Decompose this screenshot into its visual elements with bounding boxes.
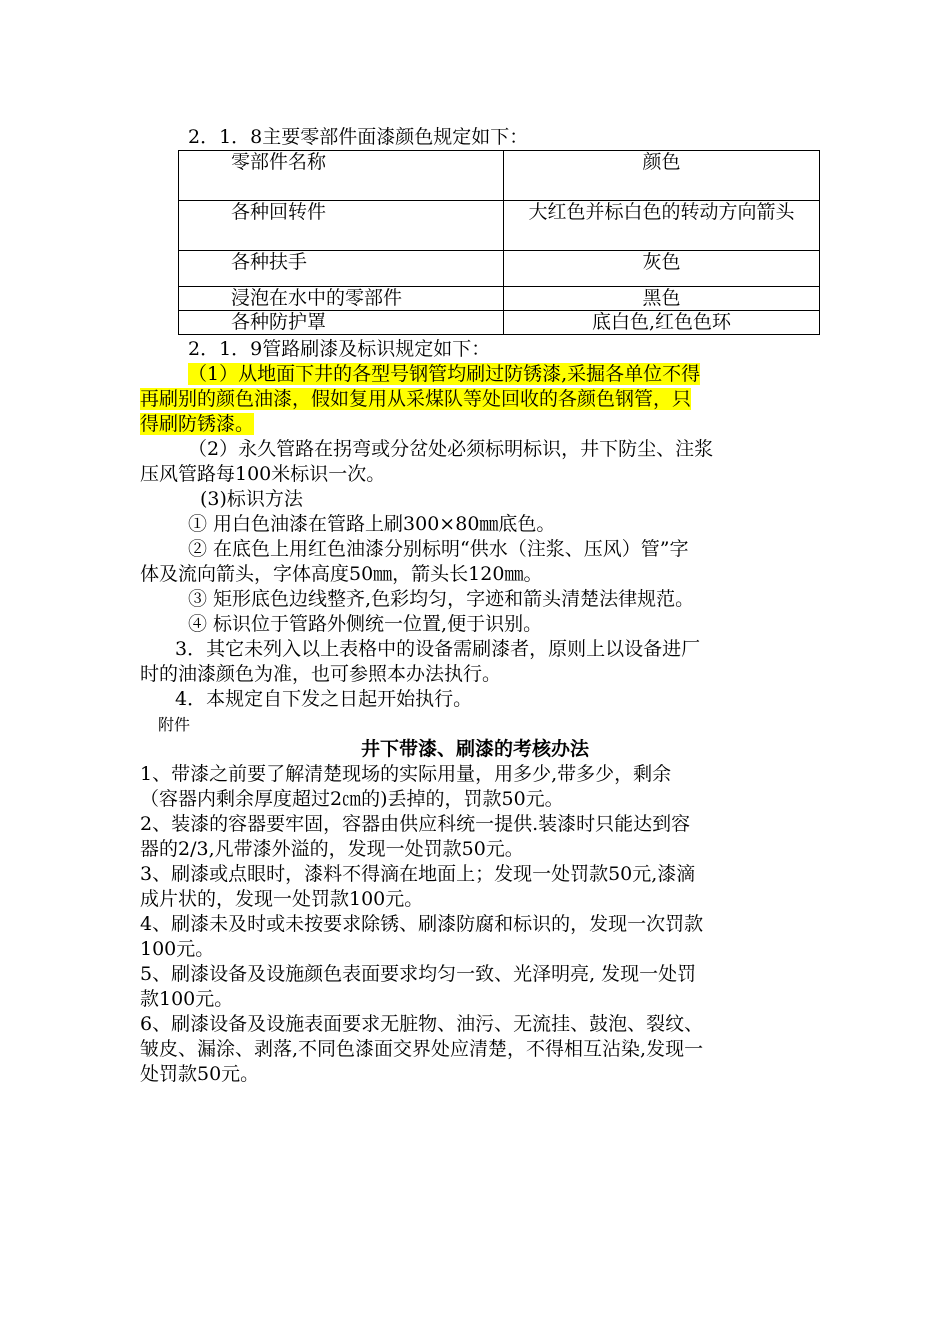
table-row [179,251,820,287]
table-header-color: 颜色 [504,151,820,201]
rule-line: 2、装漆的容器要牢固，容器由供应科统一提供.装漆时只能达到容 [140,813,691,835]
table-row [179,287,820,311]
rule-line: 3、刷漆或点眼时，漆料不得滴在地面上；发现一处罚款50元,漆滴 [140,863,696,885]
method-item: ③ 矩形底色边线整齐,色彩均匀，字迹和箭头清楚法律规范。 [188,588,695,610]
highlighted-line: （1）从地面下井的各型号钢管均刷过防锈漆,采掘各单位不得 [188,363,701,385]
method-item: ① 用白色油漆在管路上刷300×80㎜底色。 [188,513,556,535]
table-cell-part: 各种回转件 [179,201,504,251]
clause-3-line: 3．其它未列入以上表格中的设备需刷漆者，原则上以设备进厂 [175,638,701,660]
section-2-1-8-heading: 2．1．8主要零部件面漆颜色规定如下： [188,126,529,148]
attachment-label: 附件 [158,715,191,734]
rule-line: 成片状的，发现一处罚款100元。 [140,888,424,910]
paragraph-line: 压风管路每100米标识一次。 [140,463,386,485]
table-cell-color: 灰色 [504,251,820,287]
method-item: 体及流向箭头，字体高度50㎜，箭头长120㎜。 [140,563,543,585]
rule-line: （容器内剩余厚度超过2㎝的)丢掉的，罚款50元。 [140,788,564,810]
method-item: ② 在底色上用红色油漆分别标明“供水（注浆、压风）管”字 [188,538,689,560]
section-2-1-9-heading: 2．1．9管路刷漆及标识规定如下： [188,338,491,360]
table-cell-color: 底白色,红色色环 [504,311,820,335]
method-item: ④ 标识位于管路外侧统一位置,便于识别。 [188,613,543,635]
rule-line: 6、刷漆设备及设施表面要求无脏物、油污、无流挂、鼓泡、裂纹、 [140,1013,704,1035]
table-cell-color: 黑色 [504,287,820,311]
rule-line: 款100元。 [140,988,234,1010]
rule-line: 器的2/3,凡带漆外溢的，发现一处罚款50元。 [140,838,524,860]
highlighted-line: 得刷防锈漆。 [140,413,255,435]
table-row [179,311,820,335]
table-header-part-name: 零部件名称 [179,151,504,201]
paragraph-line: （2）永久管路在拐弯或分岔处必须标明标识，井下防尘、注浆 [188,438,714,460]
table-row [179,201,820,251]
clause-4: 4．本规定自下发之日起开始执行。 [175,688,473,710]
rule-line: 100元。 [140,938,215,960]
rule-line: 1、带漆之前要了解清楚现场的实际用量，用多少,带多少，剩余 [140,763,672,785]
attachment-title: 井下带漆、刷漆的考核办法 [360,738,589,760]
marking-method-heading: (3)标识方法 [200,488,303,510]
table-cell-part: 各种防护罩 [179,311,504,335]
rule-line: 5、刷漆设备及设施颜色表面要求均匀一致、光泽明亮, 发现一处罚 [140,963,697,985]
rule-line: 皱皮、漏涂、剥落,不同色漆面交界处应清楚，不得相互沾染,发现一 [140,1038,704,1060]
table-header-row [179,151,820,201]
table-cell-part: 浸泡在水中的零部件 [179,287,504,311]
part-color-table [178,150,820,335]
rule-line: 4、刷漆未及时或未按要求除锈、刷漆防腐和标识的，发现一次罚款 [140,913,704,935]
rule-line: 处罚款50元。 [140,1063,260,1085]
clause-3-line: 时的油漆颜色为准，也可参照本办法执行。 [140,663,502,685]
table-cell-color: 大红色并标白色的转动方向箭头 [504,201,820,251]
highlighted-line: 再刷别的颜色油漆，假如复用从采煤队等处回收的各颜色钢管，只 [140,388,692,410]
table-cell-part: 各种扶手 [179,251,504,287]
